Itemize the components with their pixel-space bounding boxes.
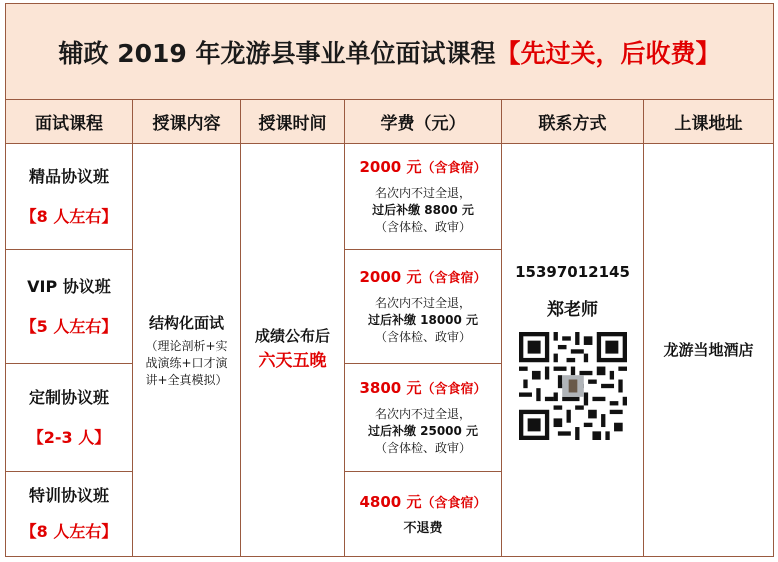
class-name: 定制协议班 (28, 387, 109, 407)
class-row-2 (6, 250, 133, 364)
fee-refund: 名次内不过全退， (374, 296, 471, 310)
time-main: 成绩公布后 (254, 327, 330, 345)
fee-after: 过后补缴 8800 元 (372, 203, 474, 217)
contact-phone: 15397012145 (515, 262, 630, 281)
header-content: 授课内容 (133, 100, 241, 144)
class-size: 【2-3 人】 (27, 427, 111, 447)
header-fee: 学费（元） (345, 100, 502, 144)
page-title (58, 34, 720, 70)
content-detail-line: 战演练+口才演 (145, 355, 228, 370)
fee-price: 3800 元 (359, 379, 422, 397)
class-size: 【8 人左右】 (20, 206, 118, 226)
class-row-4 (6, 472, 133, 556)
fee-price-line (360, 267, 487, 289)
fee-note: （含食宿） (421, 495, 487, 511)
header-address: 上课地址 (644, 100, 773, 144)
header-course: 面试课程 (6, 100, 133, 144)
address-cell (644, 144, 773, 556)
fee-note: （含食宿） (421, 271, 487, 286)
time-highlight: 六天五晚 (258, 351, 327, 371)
content-cell (133, 144, 241, 556)
fee-include: （含体检、政审） (374, 441, 471, 455)
contact-cell (502, 144, 644, 556)
header-contact: 联系方式 (502, 100, 644, 144)
fee-after: 过后补缴 18000 元 (367, 313, 479, 327)
fee-no-refund: 不退费 (403, 520, 443, 536)
header-time: 授课时间 (241, 100, 345, 144)
course-table (5, 3, 774, 557)
fee-row-3 (345, 364, 502, 472)
fee-after: 过后补缴 25000 元 (367, 424, 479, 438)
fee-price: 4800 元 (359, 492, 422, 511)
fee-note: （含食宿） (421, 161, 487, 176)
fee-include: （含体检、政审） (374, 330, 471, 344)
fee-price-line (360, 378, 487, 400)
fee-row-2 (345, 250, 502, 364)
fee-refund: 名次内不过全退， (374, 407, 471, 421)
fee-price-line (360, 157, 487, 179)
class-name: VIP 协议班 (27, 276, 111, 296)
class-row-1 (6, 144, 133, 250)
wechat-qr-code-icon (519, 332, 627, 440)
fee-price: 2000 元 (359, 158, 422, 176)
class-size: 【8 人左右】 (20, 522, 118, 541)
title-row (6, 4, 773, 100)
class-name: 特训协议班 (28, 486, 109, 505)
contact-name: 郑老师 (547, 299, 598, 320)
content-detail-line: （理论剖析+实 (145, 338, 228, 353)
fee-note: （含食宿） (421, 382, 487, 397)
fee-row-1 (345, 144, 502, 250)
fee-price: 2000 元 (359, 268, 422, 286)
title-highlight: 【先过关，后收费】 (495, 38, 721, 68)
fee-refund: 名次内不过全退， (374, 186, 471, 200)
class-name: 精品协议班 (28, 166, 109, 186)
time-cell (241, 144, 345, 556)
class-row-3 (6, 364, 133, 472)
title-main: 辅政 2019 年龙游县事业单位面试课程 (58, 38, 496, 68)
fee-include: （含体检、政审） (374, 220, 471, 234)
address-text: 龙游当地酒店 (663, 341, 754, 359)
class-size: 【5 人左右】 (20, 316, 118, 336)
content-main: 结构化面试 (148, 313, 224, 332)
fee-row-4 (345, 472, 502, 556)
fee-price-line (360, 492, 487, 514)
content-detail-line: 讲+全真模拟） (145, 372, 228, 387)
